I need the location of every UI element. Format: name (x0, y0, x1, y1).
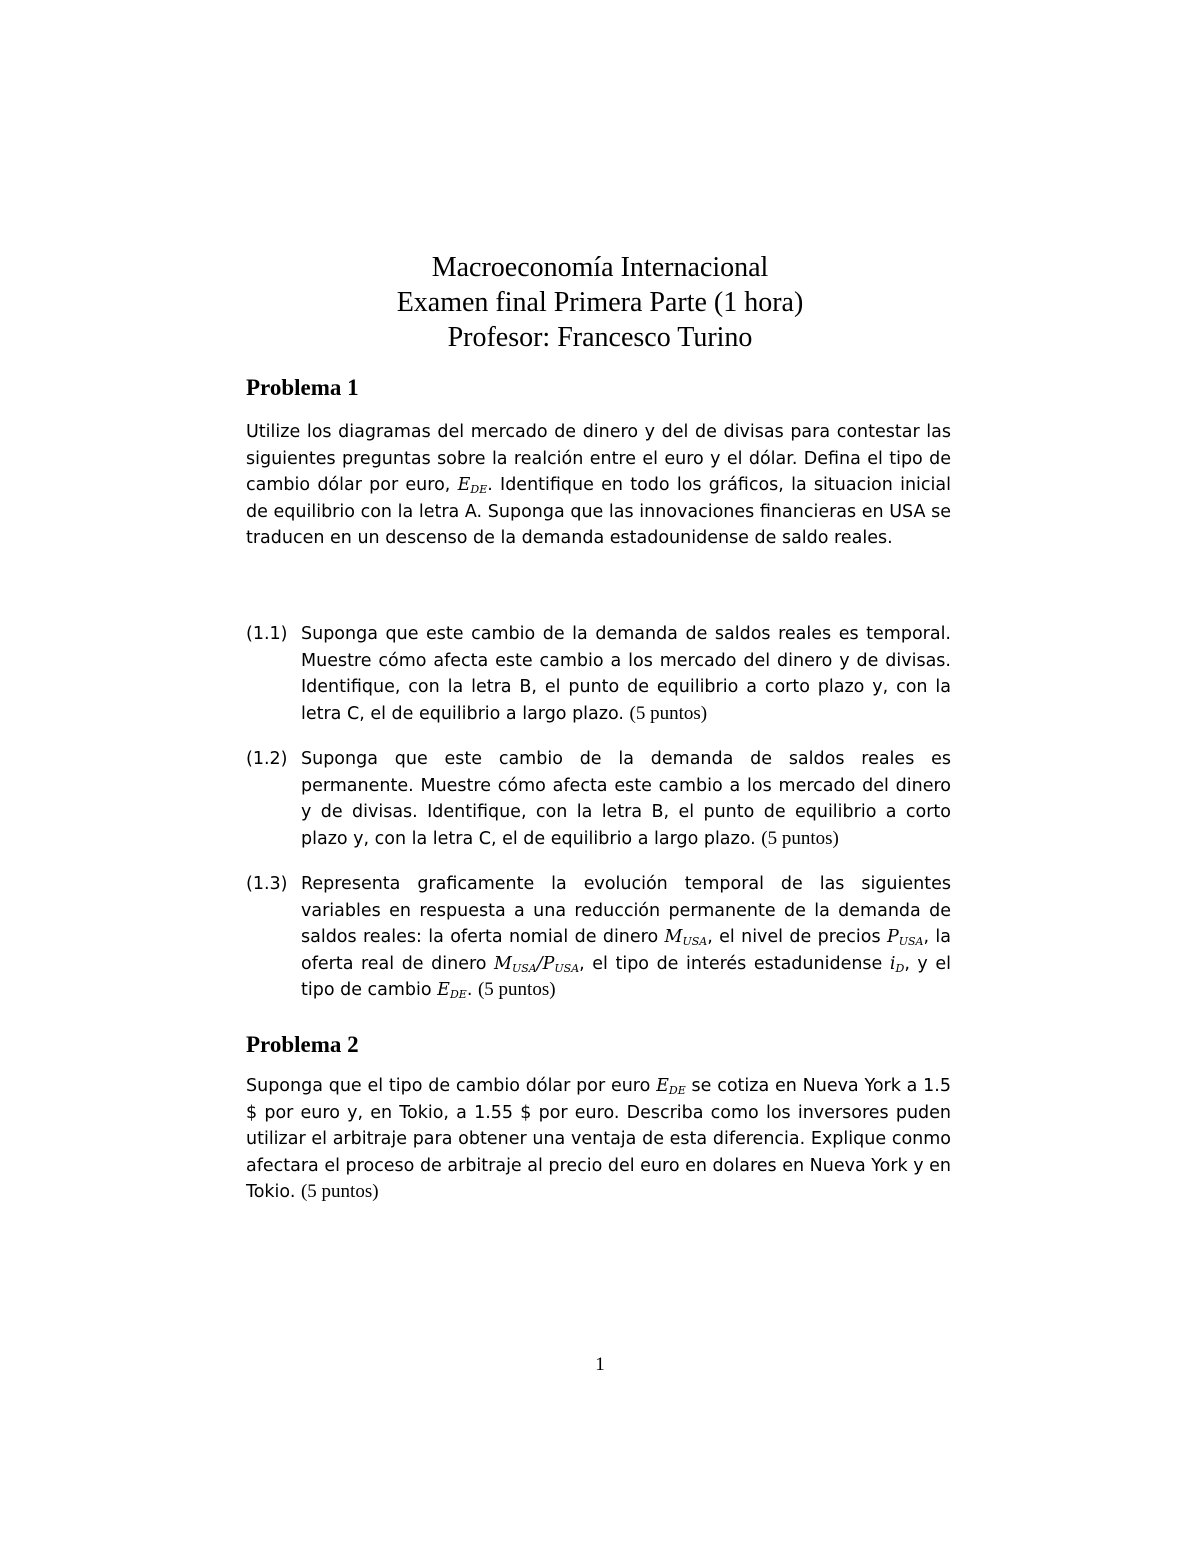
points-label: (5 puntos) (477, 979, 556, 1001)
problem-2-text: Suponga que el tipo de cambio dólar por euro $E_{DE}$ se cotiza en Nueva York a 1.5 $ por euro y, en Tokio, a 1.55 $ por euro. Describa como los inversores puden utilizar el arbitraje para obtener una ventaja de esta diferencia. Explique conmo afectara el proceso de arbitraje al precio del euro en dolares en Nueva York y en Tokio. (5 puntos) (246, 1076, 951, 1203)
points-label: (5 puntos) (629, 702, 708, 724)
question-number: (1.2) (246, 749, 288, 769)
math-p-usa: $P_{USA}$ (886, 927, 924, 949)
question-number: (1.1) (246, 624, 288, 644)
question-text: Suponga que este cambio de la demanda de saldos reales es permanente. Muestre cómo afecta este cambio a los mercado del dinero y de divisas. Identifique, con la letra B, el punto de equilibrio a corto plazo y, con la letra C, el de equilibrio a largo plazo. (5 puntos) (301, 749, 951, 849)
math-e-de: $E_{DE}$ (656, 1076, 686, 1097)
question-text: Representa graficamente la evolución temporal de las siguientes variables en respuesta a una reducción permanente de la demanda de saldos reales: la oferta nomial de dinero $M_{USA}$, el nivel de precios $P_{USA}$, la oferta real de dinero $M_{USA}/P_{USA}$, el tipo de interés estadunidense $i_D$, y el tipo de cambio $E_{DE}$. (5 puntos) (301, 874, 951, 1002)
page-number: 1 (595, 1354, 605, 1375)
math-i-d: $i_D$ (889, 953, 905, 975)
points-label: (5 puntos) (761, 827, 839, 849)
problem-2-heading: Problema 2 (246, 1032, 359, 1057)
math-e-de: $E_{DE}$ (437, 980, 467, 1002)
question-number: (1.3) (246, 874, 288, 894)
course-title: Macroeconomía Internacional (431, 252, 769, 283)
math-e-de: $E_{DE}$ (457, 475, 488, 497)
problem-1-intro: Utilize los diagramas del mercado de dinero y del de divisas para contestar las siguientes preguntas sobre la realción entre el euro y el dólar. Defina el tipo de cambio dólar por euro, $E_{DE}$. Identifique en todo los gráficos, la situacion inicial de equilibrio con la letra A. Suponga que las innovaciones financieras en USA se traducen en un descenso de la demanda estadounidense de saldo reales. (246, 422, 951, 549)
problem-1-heading: Problema 1 (246, 375, 359, 400)
question-text: Suponga que este cambio de la demanda de saldos reales es temporal. Muestre cómo afecta este cambio a los mercado del dinero y de divisas. Identifique, con la letra B, el punto de equilibrio a corto plazo y, con la letra C, el de equilibrio a largo plazo. (5 puntos) (301, 624, 951, 724)
title-block (0, 250, 1200, 355)
math-real-money: $M_{USA}/P_{USA}$ (494, 953, 580, 975)
professor-line: Profesor: Francesco Turino (447, 322, 753, 353)
points-label: (5 puntos) (300, 1181, 379, 1203)
math-m-usa: $M_{USA}$ (664, 927, 708, 949)
exam-title: Examen final Primera Parte (1 hora) (396, 287, 804, 318)
